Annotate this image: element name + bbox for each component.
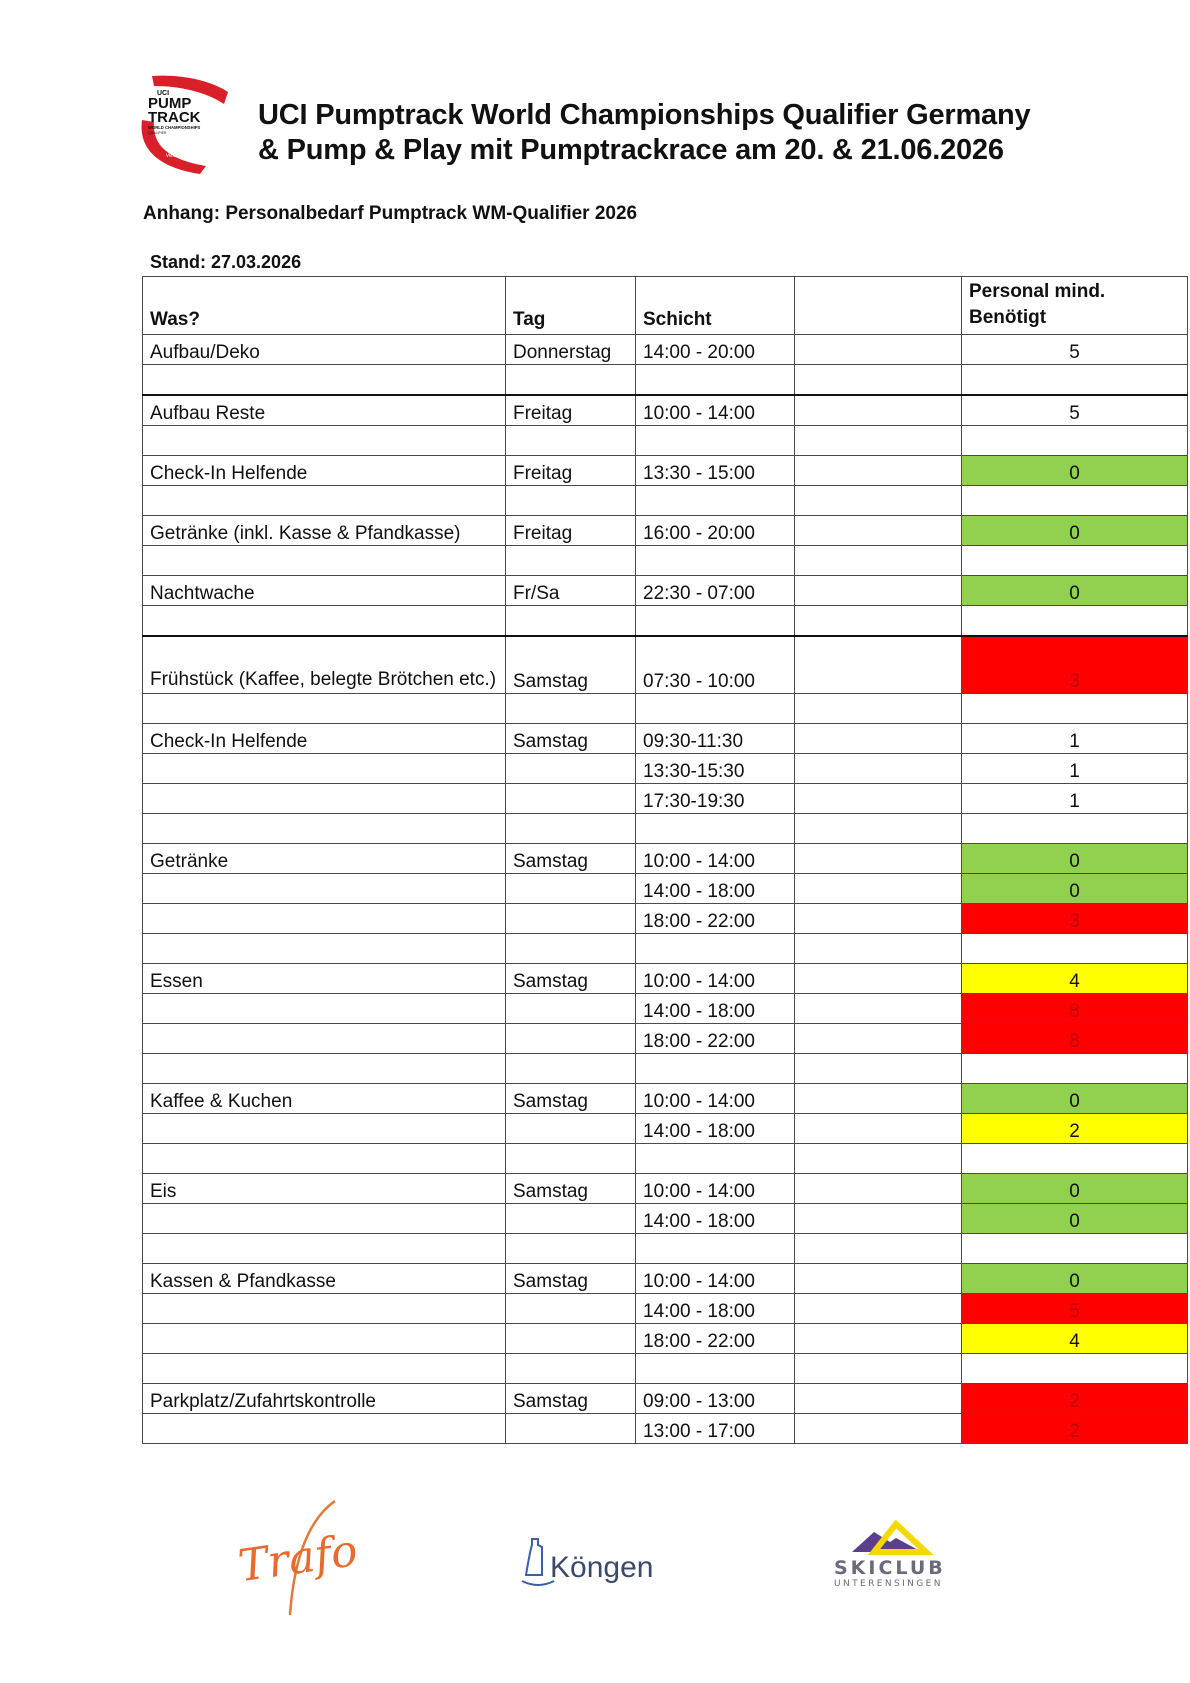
- cell-schicht: 18:00 - 22:00: [636, 904, 795, 934]
- cell-was: [143, 814, 506, 844]
- cell-tag: [506, 694, 636, 724]
- cell-schicht: 18:00 - 22:00: [636, 1024, 795, 1054]
- cell-blank: [795, 516, 962, 546]
- cell-schicht: 07:30 - 10:00: [636, 636, 795, 694]
- table-row: [143, 606, 1188, 637]
- cell-schicht: 10:00 - 14:00: [636, 395, 795, 426]
- cell-was: Check-In Helfende: [143, 456, 506, 486]
- cell-schicht: 22:30 - 07:00: [636, 576, 795, 606]
- cell-tag: [506, 754, 636, 784]
- cell-blank: [795, 1294, 962, 1324]
- cell-was: [143, 1324, 506, 1354]
- cell-personal: 3: [962, 904, 1188, 934]
- cell-was: [143, 904, 506, 934]
- cell-was: Frühstück (Kaffee, belegte Brötchen etc.): [143, 636, 506, 694]
- header-was: Was?: [143, 277, 506, 335]
- cell-was: [143, 874, 506, 904]
- cell-blank: [795, 1414, 962, 1444]
- cell-blank: [795, 335, 962, 365]
- table-row: [143, 1354, 1188, 1384]
- cell-personal: 0: [962, 1174, 1188, 1204]
- cell-personal: 5: [962, 335, 1188, 365]
- cell-tag: [506, 1324, 636, 1354]
- cell-personal: 2: [962, 1114, 1188, 1144]
- table-row: [143, 1384, 1188, 1414]
- cell-personal: 1: [962, 724, 1188, 754]
- cell-tag: Freitag: [506, 456, 636, 486]
- cell-tag: [506, 1294, 636, 1324]
- cell-personal: [962, 606, 1188, 637]
- cell-personal: [962, 486, 1188, 516]
- cell-was: [143, 1054, 506, 1084]
- cell-tag: [506, 1054, 636, 1084]
- cell-schicht: 10:00 - 14:00: [636, 964, 795, 994]
- cell-tag: [506, 486, 636, 516]
- cell-blank: [795, 904, 962, 934]
- table-row: [143, 844, 1188, 874]
- cell-was: [143, 1144, 506, 1174]
- cell-blank: [795, 1174, 962, 1204]
- cell-schicht: 13:00 - 17:00: [636, 1414, 795, 1444]
- cell-tag: Freitag: [506, 395, 636, 426]
- title-line-1: UCI Pumptrack World Championships Qualifier Germany: [258, 99, 1031, 131]
- cell-personal: 0: [962, 576, 1188, 606]
- cell-schicht: 09:00 - 13:00: [636, 1384, 795, 1414]
- skiclub-place: UNTERENSINGEN: [834, 1579, 943, 1589]
- cell-tag: Samstag: [506, 964, 636, 994]
- cell-personal: [962, 694, 1188, 724]
- table-row: [143, 1174, 1188, 1204]
- cell-tag: Samstag: [506, 1264, 636, 1294]
- cell-tag: [506, 1144, 636, 1174]
- cell-personal: 0: [962, 844, 1188, 874]
- table-row: [143, 1204, 1188, 1234]
- table-row: [143, 486, 1188, 516]
- cell-schicht: [636, 694, 795, 724]
- cell-blank: [795, 606, 962, 637]
- cell-schicht: [636, 814, 795, 844]
- cell-schicht: 17:30-19:30: [636, 784, 795, 814]
- cell-blank: [795, 1264, 962, 1294]
- cell-was: [143, 934, 506, 964]
- cell-blank: [795, 1354, 962, 1384]
- cell-blank: [795, 486, 962, 516]
- cell-tag: [506, 934, 636, 964]
- cell-personal: 0: [962, 1204, 1188, 1234]
- cell-was: [143, 1294, 506, 1324]
- table-row: [143, 1414, 1188, 1444]
- cell-tag: Samstag: [506, 844, 636, 874]
- table-row: [143, 784, 1188, 814]
- cell-was: [143, 1024, 506, 1054]
- logo-qualifier-text: QUALIFIER: [148, 131, 167, 135]
- cell-personal: 3: [962, 636, 1188, 694]
- cell-personal: 1: [962, 784, 1188, 814]
- cell-was: [143, 1204, 506, 1234]
- cell-blank: [795, 934, 962, 964]
- cell-schicht: 14:00 - 18:00: [636, 994, 795, 1024]
- page-title: [258, 98, 1030, 168]
- table-row: [143, 395, 1188, 426]
- cell-schicht: [636, 426, 795, 456]
- logo-track-text: TRACK: [148, 109, 201, 126]
- cell-personal: [962, 1354, 1188, 1384]
- cell-was: Check-In Helfende: [143, 724, 506, 754]
- cell-blank: [795, 784, 962, 814]
- cell-personal: 2: [962, 1384, 1188, 1414]
- cell-tag: [506, 1414, 636, 1444]
- table-row: [143, 1084, 1188, 1114]
- cell-schicht: [636, 934, 795, 964]
- cell-personal: 0: [962, 1084, 1188, 1114]
- cell-schicht: 14:00 - 18:00: [636, 874, 795, 904]
- logo-uci-text: UCI: [157, 90, 170, 97]
- table-row: [143, 724, 1188, 754]
- cell-tag: Samstag: [506, 636, 636, 694]
- cell-personal: 4: [962, 1324, 1188, 1354]
- koengen-text: Köngen: [550, 1551, 654, 1584]
- cell-schicht: [636, 486, 795, 516]
- cell-was: [143, 606, 506, 637]
- cell-was: Getränke: [143, 844, 506, 874]
- cell-personal: [962, 426, 1188, 456]
- cell-schicht: 14:00 - 20:00: [636, 335, 795, 365]
- koengen-logo: [518, 1533, 668, 1595]
- trafo-logo: [235, 1495, 355, 1620]
- cell-tag: [506, 1354, 636, 1384]
- header-schicht: Schicht: [636, 277, 795, 335]
- cell-schicht: 13:30-15:30: [636, 754, 795, 784]
- cell-blank: [795, 365, 962, 396]
- logo-wc-text: WORLD CHAMPIONSHIPS: [148, 125, 201, 130]
- header-tag: Tag: [506, 277, 636, 335]
- table-row: [143, 814, 1188, 844]
- cell-schicht: 09:30-11:30: [636, 724, 795, 754]
- cell-blank: [795, 1324, 962, 1354]
- cell-tag: Fr/Sa: [506, 576, 636, 606]
- table-row: [143, 874, 1188, 904]
- cell-tag: [506, 874, 636, 904]
- cell-blank: [795, 814, 962, 844]
- logo-pump-text: PUMP: [148, 95, 192, 112]
- cell-was: [143, 546, 506, 576]
- table-row: [143, 1144, 1188, 1174]
- cell-personal: 5: [962, 395, 1188, 426]
- cell-schicht: [636, 1234, 795, 1264]
- cell-schicht: 13:30 - 15:00: [636, 456, 795, 486]
- cell-blank: [795, 724, 962, 754]
- cell-was: [143, 994, 506, 1024]
- cell-personal: [962, 934, 1188, 964]
- cell-was: Essen: [143, 964, 506, 994]
- cell-was: Kassen & Pfandkasse: [143, 1264, 506, 1294]
- cell-tag: [506, 994, 636, 1024]
- cell-schicht: [636, 606, 795, 637]
- cell-tag: Samstag: [506, 1384, 636, 1414]
- cell-schicht: 10:00 - 14:00: [636, 1264, 795, 1294]
- table-row: [143, 426, 1188, 456]
- cell-schicht: 16:00 - 20:00: [636, 516, 795, 546]
- cell-schicht: [636, 1354, 795, 1384]
- cell-was: [143, 1114, 506, 1144]
- cell-blank: [795, 964, 962, 994]
- cell-personal: 0: [962, 1264, 1188, 1294]
- table-row: [143, 576, 1188, 606]
- cell-personal: 2: [962, 1414, 1188, 1444]
- cell-schicht: 18:00 - 22:00: [636, 1324, 795, 1354]
- cell-schicht: [636, 1144, 795, 1174]
- cell-was: Eis: [143, 1174, 506, 1204]
- table-row: [143, 1324, 1188, 1354]
- table-row: [143, 365, 1188, 396]
- cell-personal: 8: [962, 1024, 1188, 1054]
- skiclub-name: SKICLUB: [834, 1557, 945, 1579]
- cell-schicht: [636, 1054, 795, 1084]
- cell-blank: [795, 395, 962, 426]
- cell-blank: [795, 694, 962, 724]
- cell-personal: 0: [962, 456, 1188, 486]
- cell-tag: Samstag: [506, 724, 636, 754]
- table-row: [143, 1024, 1188, 1054]
- skiclub-logo: [830, 1512, 945, 1592]
- cell-blank: [795, 754, 962, 784]
- cell-blank: [795, 576, 962, 606]
- table-row: [143, 516, 1188, 546]
- cell-personal: 4: [962, 964, 1188, 994]
- cell-was: [143, 754, 506, 784]
- cell-tag: [506, 606, 636, 637]
- table-row: [143, 694, 1188, 724]
- cell-personal: [962, 814, 1188, 844]
- cell-tag: Samstag: [506, 1174, 636, 1204]
- cell-tag: [506, 1114, 636, 1144]
- cell-tag: [506, 1204, 636, 1234]
- cell-tag: [506, 365, 636, 396]
- cell-was: [143, 1234, 506, 1264]
- cell-personal: [962, 1054, 1188, 1084]
- pumptrack-logo: [140, 70, 240, 180]
- table-row: [143, 1264, 1188, 1294]
- cell-blank: [795, 1384, 962, 1414]
- cell-blank: [795, 874, 962, 904]
- cell-personal: [962, 546, 1188, 576]
- table-row: [143, 964, 1188, 994]
- cell-schicht: 14:00 - 18:00: [636, 1114, 795, 1144]
- table-row: [143, 1114, 1188, 1144]
- cell-was: Nachtwache: [143, 576, 506, 606]
- cell-schicht: 14:00 - 18:00: [636, 1204, 795, 1234]
- cell-was: [143, 784, 506, 814]
- cell-schicht: 10:00 - 14:00: [636, 1084, 795, 1114]
- stand-date: Stand: 27.03.2026: [150, 252, 302, 272]
- cell-blank: [795, 1204, 962, 1234]
- cell-schicht: 14:00 - 18:00: [636, 1294, 795, 1324]
- table-row: [143, 456, 1188, 486]
- table-row: [143, 934, 1188, 964]
- document-subtitle: Anhang: Personalbedarf Pumptrack WM-Qualifier 2026: [143, 203, 638, 224]
- cell-blank: [795, 1234, 962, 1264]
- cell-was: Aufbau Reste: [143, 395, 506, 426]
- trafo-text: Trafo: [235, 1525, 355, 1593]
- cell-personal: 0: [962, 874, 1188, 904]
- cell-blank: [795, 636, 962, 694]
- cell-tag: [506, 904, 636, 934]
- cell-personal: [962, 1144, 1188, 1174]
- table-row: [143, 335, 1188, 365]
- table-row: [143, 546, 1188, 576]
- cell-personal: 5: [962, 1294, 1188, 1324]
- cell-schicht: [636, 546, 795, 576]
- cell-blank: [795, 1114, 962, 1144]
- table-row: [143, 754, 1188, 784]
- cell-was: Aufbau/Deko: [143, 335, 506, 365]
- cell-was: [143, 1414, 506, 1444]
- cell-blank: [795, 844, 962, 874]
- cell-personal: 0: [962, 516, 1188, 546]
- cell-tag: [506, 546, 636, 576]
- cell-blank: [795, 546, 962, 576]
- cell-was: [143, 1354, 506, 1384]
- table-row: [143, 1234, 1188, 1264]
- cell-personal: [962, 365, 1188, 396]
- table-row: [143, 994, 1188, 1024]
- cell-personal: 8: [962, 994, 1188, 1024]
- logo-brand-text: velosolutions: [166, 153, 201, 159]
- cell-personal: 1: [962, 754, 1188, 784]
- cell-schicht: [636, 365, 795, 396]
- cell-personal: [962, 1234, 1188, 1264]
- cell-was: [143, 694, 506, 724]
- cell-tag: [506, 814, 636, 844]
- cell-blank: [795, 1084, 962, 1114]
- cell-blank: [795, 994, 962, 1024]
- table-header-row: [143, 277, 1188, 335]
- table-row: [143, 1054, 1188, 1084]
- cell-blank: [795, 1054, 962, 1084]
- cell-tag: Donnerstag: [506, 335, 636, 365]
- cell-was: [143, 486, 506, 516]
- cell-was: [143, 365, 506, 396]
- cell-was: Parkplatz/Zufahrtskontrolle: [143, 1384, 506, 1414]
- title-line-2: & Pump & Play mit Pumptrackrace am 20. & 21.06.2026: [258, 134, 1004, 166]
- table-row: [143, 904, 1188, 934]
- cell-blank: [795, 1144, 962, 1174]
- cell-schicht: 10:00 - 14:00: [636, 1174, 795, 1204]
- cell-was: [143, 426, 506, 456]
- table-row: [143, 1294, 1188, 1324]
- table-row: [143, 636, 1188, 694]
- cell-blank: [795, 426, 962, 456]
- cell-blank: [795, 456, 962, 486]
- cell-tag: [506, 784, 636, 814]
- cell-tag: [506, 1024, 636, 1054]
- header-blank: [795, 277, 962, 335]
- cell-tag: [506, 1234, 636, 1264]
- staffing-table: [142, 276, 1188, 1444]
- cell-blank: [795, 1024, 962, 1054]
- cell-tag: [506, 426, 636, 456]
- cell-schicht: 10:00 - 14:00: [636, 844, 795, 874]
- cell-was: Kaffee & Kuchen: [143, 1084, 506, 1114]
- cell-was: Getränke (inkl. Kasse & Pfandkasse): [143, 516, 506, 546]
- cell-tag: Freitag: [506, 516, 636, 546]
- header-personal: Personal mind. Benötigt: [962, 277, 1188, 335]
- cell-tag: Samstag: [506, 1084, 636, 1114]
